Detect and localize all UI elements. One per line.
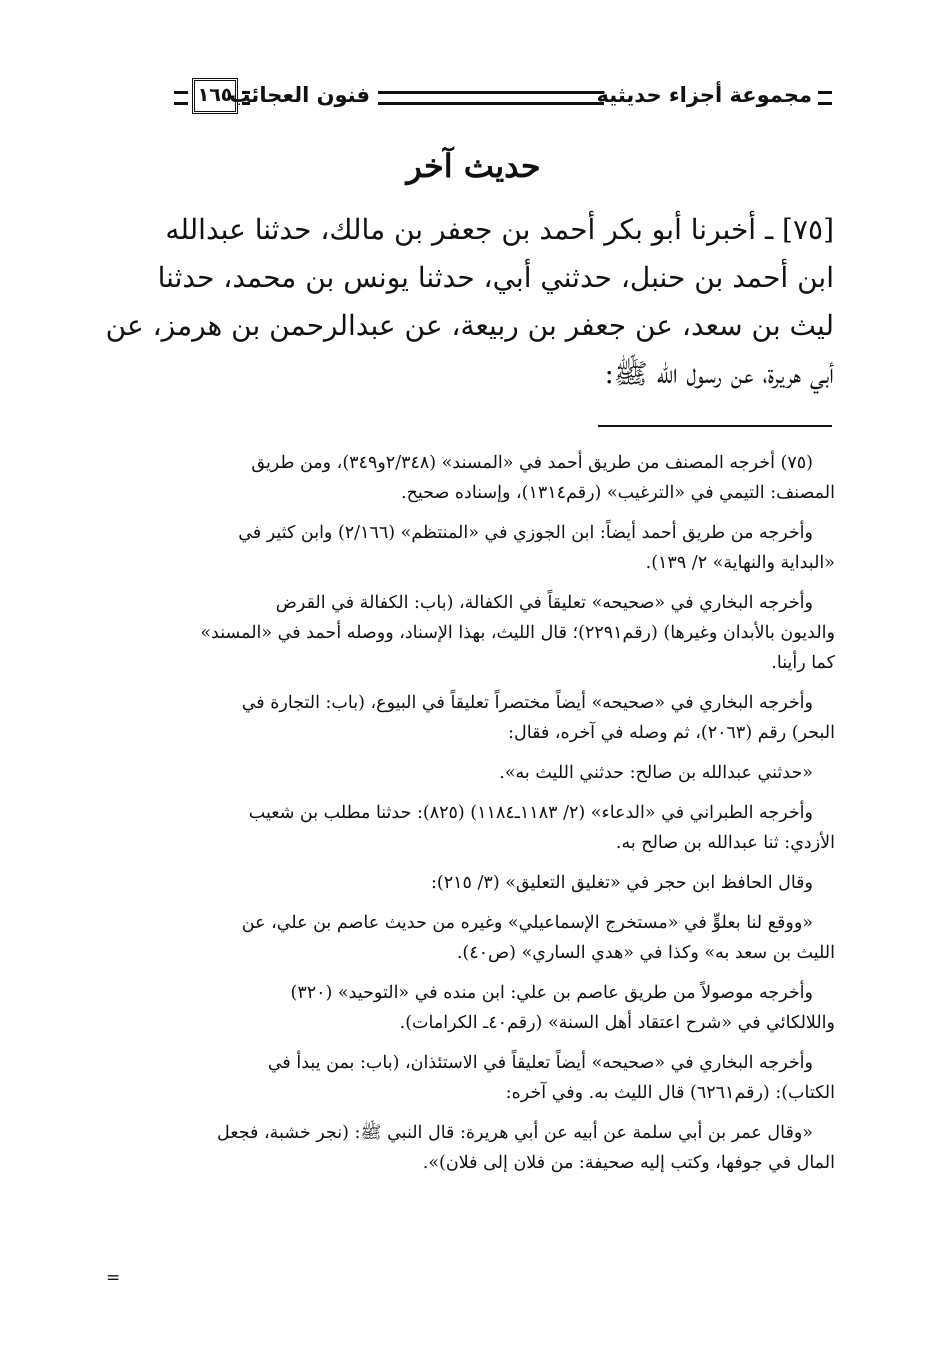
- footnote-line: «البداية والنهاية» ٢/ ١٣٩).: [645, 553, 835, 573]
- footnote-line: والديون بالأبدان وغيرها) (رقم٢٢٩١)؛ قال الليث، بهذا الإسناد، ووصله أحمد في «المسند»: [200, 623, 835, 643]
- footnote: [95, 448, 835, 508]
- footnote: [95, 688, 835, 748]
- footnote-line: وأخرجه البخاري في «صحيحه» أيضاً مختصراً تعليقاً في البيوع، (باب: التجارة في: [241, 693, 813, 713]
- footnote-line: وأخرجه موصولاً من طريق عاصم بن علي: ابن منده في «التوحيد» (٣٢٠): [290, 983, 813, 1003]
- footnote-line: البحر) رقم (٢٠٦٣)، ثم وصله في آخره، فقال:: [508, 723, 835, 743]
- footnote-line: وأخرجه البخاري في «صحيحه» تعليقاً في الكفالة، (باب: الكفالة في القرض: [275, 593, 813, 613]
- footnote-separator: [598, 425, 832, 427]
- footnote-line: «ووقع لنا بعلوٍّ في «مستخرج الإسماعيلي» وغيره من حديث عاصم بن علي، عن: [241, 913, 813, 933]
- text-line: ليث بن سعد، عن جعفر بن ربيعة، عن عبدالرحمن بن هرمز، عن: [105, 309, 834, 342]
- continuation-mark: =: [106, 1268, 121, 1288]
- hadith-text: [105, 206, 834, 398]
- footnote-line: المال في جوفها، وكتب إليه صحيفة: من فلان إلى فلان)».: [422, 1153, 835, 1173]
- running-header: [96, 78, 832, 114]
- footnote-line: وأخرجه من طريق أحمد أيضاً: ابن الجوزي في «المنتظم» (٢/١٦٦) وابن كثير في: [238, 523, 813, 543]
- footnote-line: الكتاب): (رقم٦٢٦١) قال الليث به. وفي آخره:: [505, 1083, 835, 1103]
- footnote: [95, 588, 835, 678]
- header-rule: [818, 91, 832, 105]
- text-line: أبي هريرة، عن رسول الله ﷺ:: [604, 357, 834, 390]
- footnote-line: المصنف: التيمي في «الترغيب» (رقم١٣١٤)، وإسناده صحيح.: [401, 483, 835, 503]
- header-rule: [174, 91, 188, 105]
- footnote-line: الليث بن سعد به» وكذا في «هدي الساري» (ص٤٠).: [456, 943, 835, 963]
- chapter-title: حديث آخر: [406, 147, 541, 185]
- footnote: [95, 1048, 835, 1108]
- footnote-line: «حدثني عبدالله بن صالح: حدثني الليث به».: [499, 763, 813, 783]
- footnote-line: وقال الحافظ ابن حجر في «تغليق التعليق» (٣/ ٢١٥):: [431, 873, 813, 893]
- text-line: [٧٥] ـ أخبرنا أبو بكر أحمد بن جعفر بن مالك، حدثنا عبدالله: [165, 213, 834, 246]
- footnote-line: كما رأينا.: [771, 653, 835, 673]
- footnote: [95, 798, 835, 858]
- footnote-line: (٧٥) أخرجه المصنف من طريق أحمد في «المسند» (٢/٣٤٨و٣٤٩)، ومن طريق: [251, 453, 813, 473]
- footnote-line: الأزدي: ثنا عبدالله بن صالح به.: [615, 833, 835, 853]
- footnotes: [95, 448, 835, 1188]
- book-title: مجموعة أجزاء حديثية: [596, 83, 812, 107]
- footnote-line: وأخرجه الطبراني في «الدعاء» (٢/ ١١٨٣ـ١١٨٤) (٨٢٥): حدثنا مطلب بن شعيب: [248, 803, 813, 823]
- footnote-line: واللالكائي في «شرح اعتقاد أهل السنة» (رقم٤٠ـ الكرامات).: [399, 1013, 835, 1033]
- header-rule: [378, 91, 604, 105]
- text-line: ابن أحمد بن حنبل، حدثني أبي، حدثنا يونس بن محمد، حدثنا: [157, 261, 834, 294]
- footnote: [95, 1118, 835, 1178]
- footnote: [95, 518, 835, 578]
- footnote: [95, 978, 835, 1038]
- footnote: [95, 868, 835, 898]
- footnote-line: «وقال عمر بن أبي سلمة عن أبيه عن أبي هريرة: قال النبي ﷺ: (نجر خشبة، فجعل: [217, 1123, 813, 1143]
- page-number: ١٦٥: [192, 78, 238, 114]
- footnote-line: وأخرجه البخاري في «صحيحه» أيضاً تعليقاً في الاستئذان، (باب: بمن يبدأ في: [267, 1053, 813, 1073]
- footnote: [95, 908, 835, 968]
- footnote: [95, 758, 835, 788]
- section-title: فنون العجائب: [229, 83, 370, 107]
- header-rule: [242, 91, 250, 105]
